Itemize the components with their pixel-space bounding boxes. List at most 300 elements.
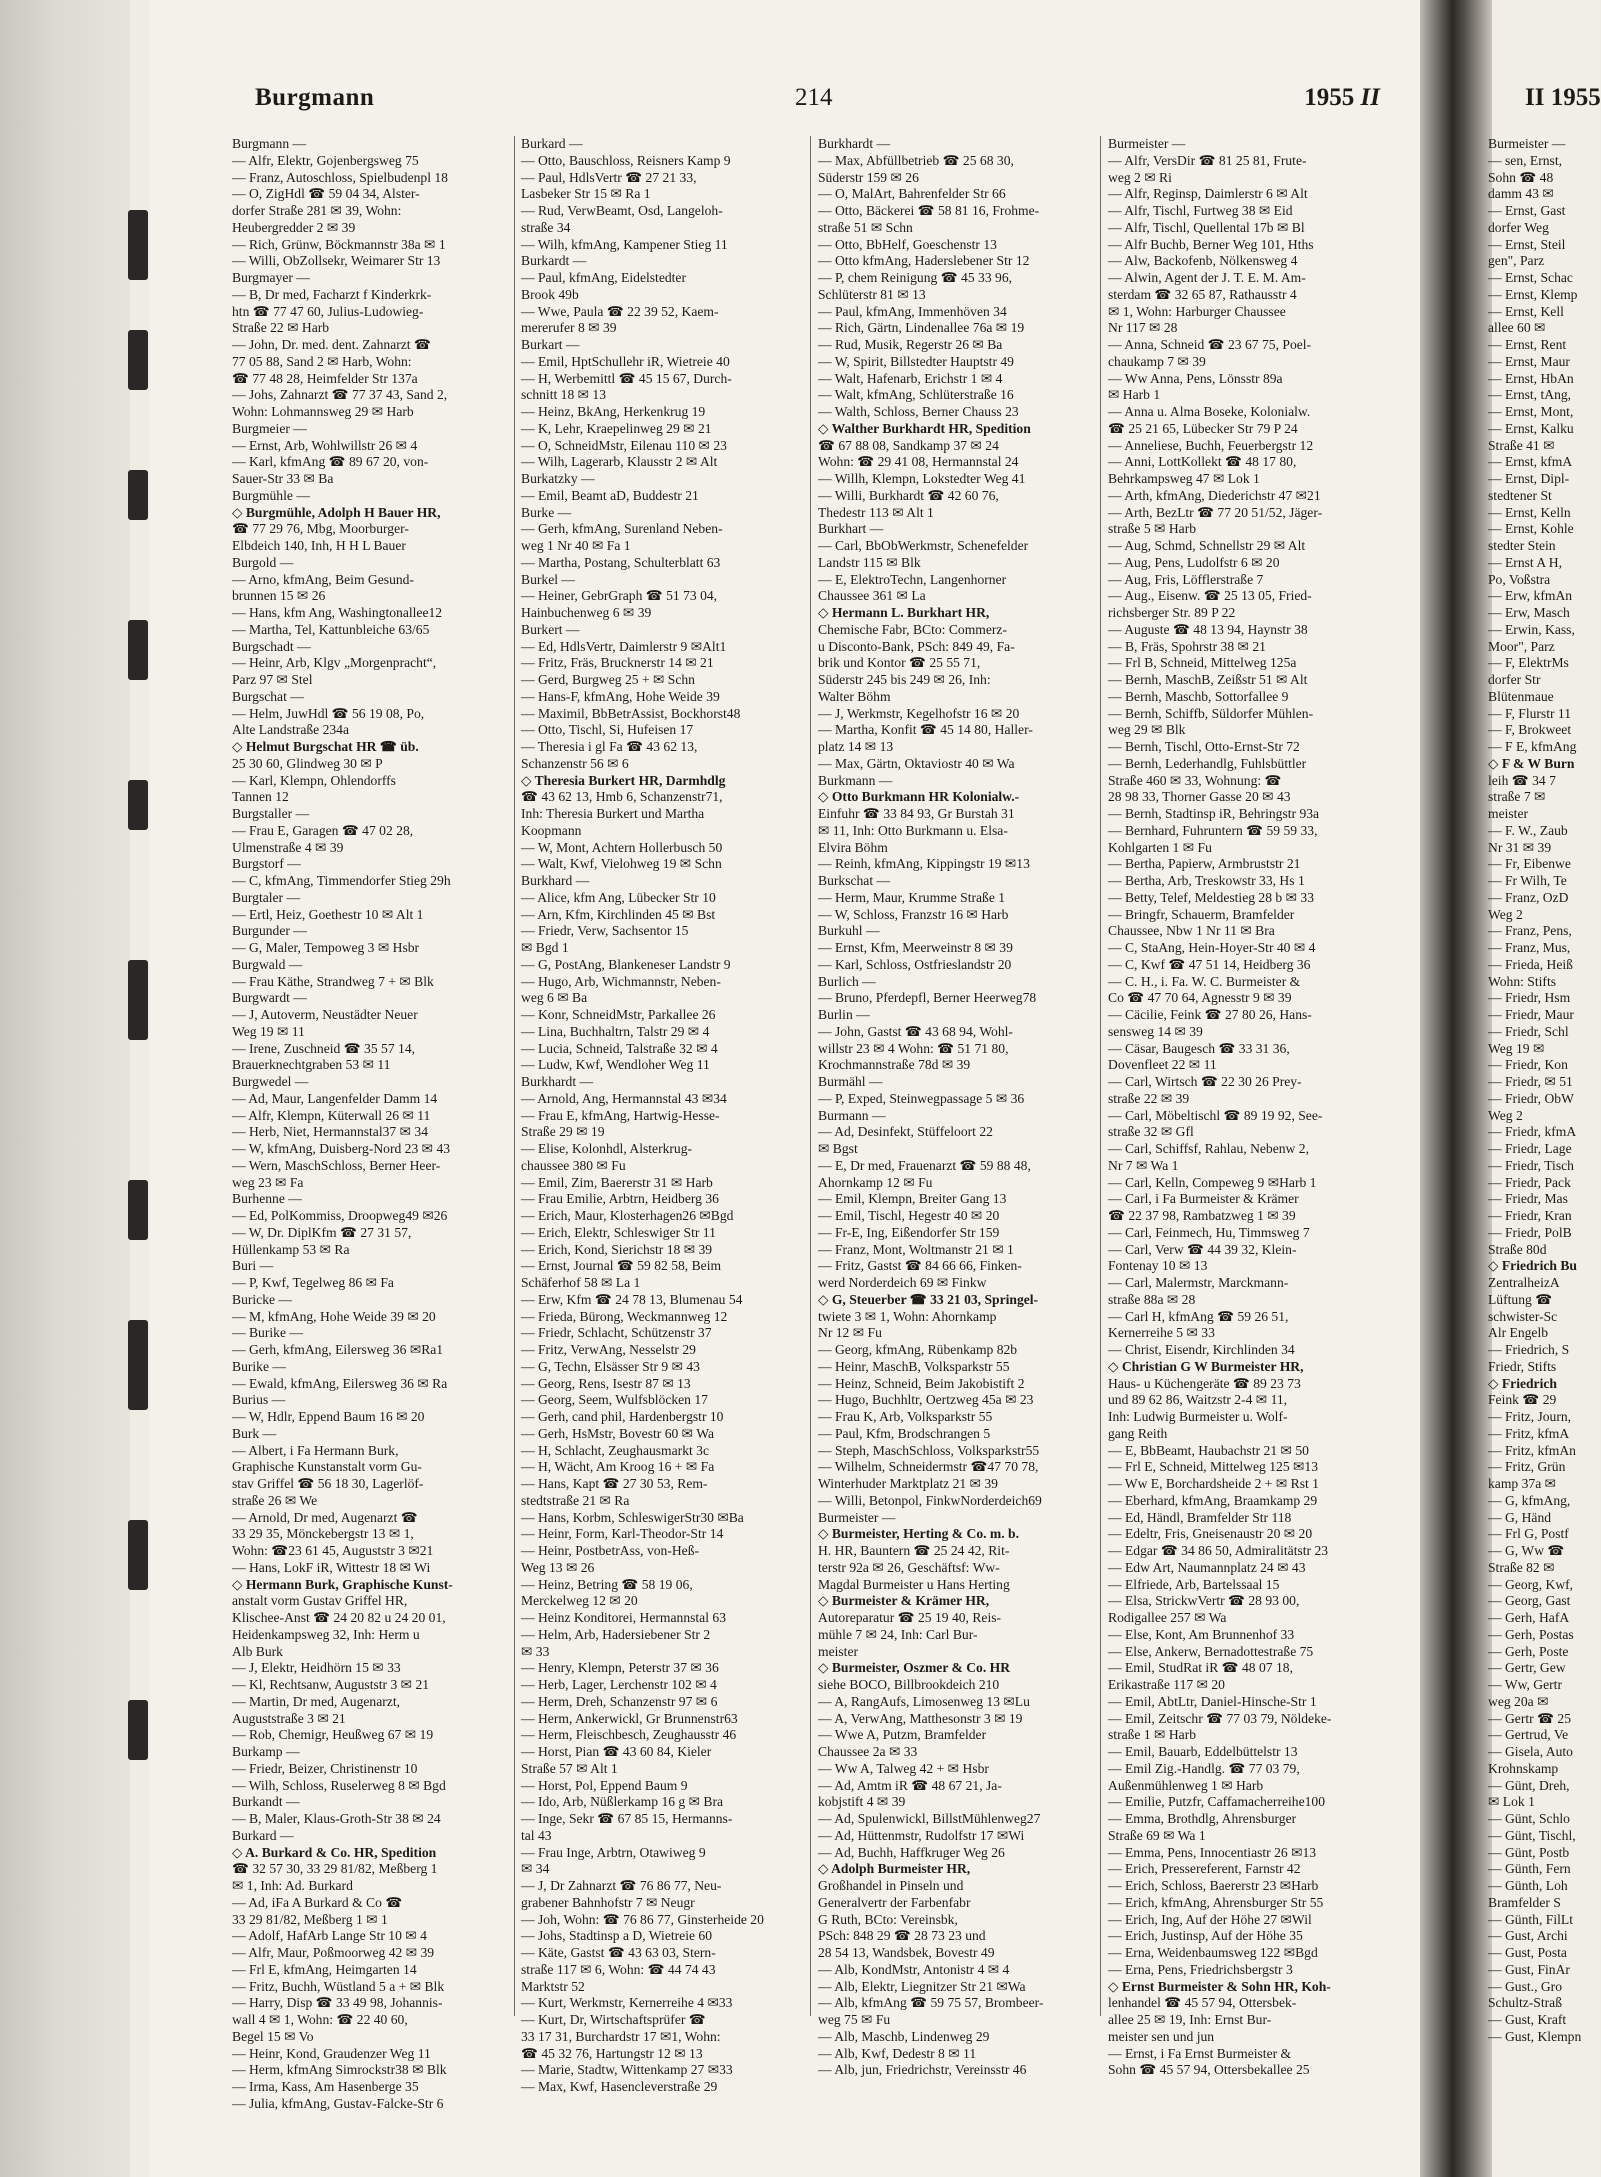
directory-column-4 (1108, 136, 1373, 2078)
directory-entry: — O, SchneidMstr, Eilenau 110 ✉ 23 (521, 437, 727, 453)
next-page-entry: — Ernst, Kell (1488, 303, 1564, 319)
directory-entry: Burkhardt — (818, 136, 891, 151)
next-page-entry: Po, Voßstra (1488, 571, 1551, 587)
directory-entry: — Betty, Telef, Meldestieg 28 b ✉ 33 (1108, 889, 1315, 905)
directory-entry: htn ☎ 77 47 60, Julius-Ludowieg- (232, 303, 424, 319)
next-page-entry: — G, kfmAng, (1488, 1492, 1571, 1508)
directory-entry: Burkhart — (818, 521, 884, 537)
directory-entry: weg 23 ✉ Fa (232, 1174, 304, 1190)
thumb-index-mark (128, 210, 148, 280)
directory-entry: weg 2 ✉ Ri (1108, 169, 1172, 185)
directory-entry: — Johs, Stadtinsp a D, Wietreie 60 (521, 1928, 713, 1944)
directory-entry: — Irma, Kass, Am Hasenberge 35 (232, 2079, 419, 2094)
directory-entry: — Emma, Pens, Innocentiastr 26 ✉13 (1108, 1844, 1317, 1860)
directory-entry: 77 05 88, Sand 2 ✉ Harb, Wohn: (232, 353, 412, 369)
directory-entry: Burgunder — (232, 923, 307, 939)
directory-entry: — P, chem Reinigung ☎ 45 33 96, (818, 270, 1013, 285)
directory-entry: — Alb, Kwf, Dedestr 8 ✉ 11 (818, 2045, 977, 2061)
directory-entry: tal 43 (521, 1827, 552, 1843)
next-page-entry: — Friedr, Kran (1488, 1208, 1572, 1223)
directory-entry: — Paul, kfmAng, Immenhöven 34 (818, 303, 1007, 319)
directory-entry: ☎ 43 62 13, Hmb 6, Schanzenstr71, (521, 789, 723, 805)
directory-entry: — Albert, i Fa Hermann Burk, (232, 1442, 399, 1458)
directory-entry: ☎ 45 32 76, Hartungstr 12 ✉ 13 (521, 2045, 703, 2061)
next-page-entry: — Günt, Dreh, (1488, 1777, 1570, 1793)
directory-entry: — W, kfmAng, Duisberg-Nord 23 ✉ 43 (232, 1141, 451, 1156)
next-page-entry: — Ernst, kfmA (1488, 454, 1573, 470)
directory-entry: — Walt, Hafenarb, Erichstr 1 ✉ 4 (818, 370, 1003, 386)
directory-entry: — Gerh, HsMstr, Bovestr 60 ✉ Wa (521, 1425, 714, 1441)
directory-entry: 28 98 33, Thorner Gasse 20 ✉ 43 (1108, 789, 1291, 805)
next-page-entry: — Ernst, Maur (1488, 353, 1570, 369)
directory-entry: weg 75 ✉ Fu (818, 2012, 891, 2027)
directory-entry: — Bruno, Pferdepfl, Berner Heerweg78 (818, 990, 1037, 1006)
directory-entry: — E, Dr med, Frauenarzt ☎ 59 88 48, (818, 1157, 1031, 1173)
directory-entry: — Alb, jun, Friedrichstr, Vereinsstr 46 (818, 2062, 1027, 2078)
directory-entry: und 89 62 86, Waitzstr 2-4 ✉ 11, (1108, 1392, 1288, 1408)
directory-entry: — Gerh, kfmAng, Eilersweg 36 ✉Ra1 (232, 1342, 444, 1357)
directory-entry: Walter Böhm (818, 688, 891, 704)
next-page-column (1488, 136, 1600, 2044)
directory-entry: — Alfr, Tischl, Furtweg 38 ✉ Eid (1108, 203, 1293, 218)
directory-entry: — Frau Inge, Arbtrn, Otawiweg 9 (521, 1844, 706, 1860)
next-page-entry: stedtener St (1488, 487, 1552, 503)
directory-entry: — Max, Gärtn, Oktaviostr 40 ✉ Wa (818, 755, 1015, 771)
directory-entry: — Bernh, Stadtinsp iR, Behringstr 93a (1108, 806, 1320, 821)
directory-entry: Straße 69 ✉ Wa 1 (1108, 1827, 1206, 1843)
directory-entry: — Ernst, Arb, Wohlwillstr 26 ✉ 4 (232, 437, 418, 453)
directory-entry: Burlich — (818, 973, 876, 989)
directory-entry: platz 14 ✉ 13 (818, 739, 894, 754)
directory-entry: — C. H., i. Fa. W. C. Burmeister & (1108, 973, 1301, 989)
directory-entry: ☎ 77 29 76, Mbg, Moorburger- (232, 521, 409, 537)
directory-entry: — Ewald, kfmAng, Eilersweg 36 ✉ Ra (232, 1375, 448, 1391)
directory-entry: — E, ElektroTechn, Langenhorner (818, 571, 1007, 587)
next-page-entry: — Friedr, Maur (1488, 1007, 1574, 1022)
directory-entry: — J, Werkmstr, Kegelhofstr 16 ✉ 20 (818, 705, 1020, 721)
directory-entry: — Willi, Burkhardt ☎ 42 60 76, (818, 487, 999, 503)
directory-entry: — Edeltr, Fris, Gneisenaustr 20 ✉ 20 (1108, 1526, 1313, 1542)
directory-entry: Straße 22 ✉ Harb (232, 320, 330, 336)
directory-entry: — Ww Anna, Pens, Lönsstr 89a (1108, 370, 1283, 386)
directory-entry: — Alb, kfmAng ☎ 59 75 57, Brombeer- (818, 1995, 1044, 2011)
directory-entry: Chaussee 361 ✉ La (818, 588, 926, 604)
directory-entry: — E, BbBeamt, Haubachstr 21 ✉ 50 (1108, 1442, 1309, 1458)
directory-entry: — Reinh, kfmAng, Kippingstr 19 ✉13 (818, 856, 1030, 872)
directory-entry: — Heinz Konditorei, Hermannstal 63 (521, 1610, 726, 1625)
directory-entry: Straße 29 ✉ 19 (521, 1124, 605, 1140)
directory-entry: — Erich, Pressereferent, Farnstr 42 (1108, 1861, 1301, 1877)
directory-entry: ◇ Theresia Burkert HR, Darmhdlg (521, 772, 726, 788)
directory-entry: — Anneliese, Buchh, Feuerbergstr 12 (1108, 437, 1314, 453)
directory-entry: Brook 49b (521, 286, 579, 302)
directory-entry: — Konr, SchneidMstr, Parkallee 26 (521, 1007, 716, 1022)
directory-entry: — Anna u. Alma Boseke, Kolonialw. (1108, 404, 1311, 419)
next-page-entry: — Fritz, Journ, (1488, 1409, 1572, 1424)
next-page-entry: — Gertrud, Ve (1488, 1727, 1569, 1743)
next-page-entry: — Friedr, ObW (1488, 1090, 1574, 1106)
next-page-entry: Krohnskamp (1488, 1760, 1559, 1776)
directory-entry: — Steph, MaschSchloss, Volksparkstr55 (818, 1442, 1040, 1458)
directory-entry: — Aug, Schmd, Schnellstr 29 ✉ Alt (1108, 538, 1306, 553)
next-page-entry: — G, Ww ☎ (1488, 1543, 1565, 1558)
directory-entry: — Karl, Schloss, Ostfrieslandstr 20 (818, 956, 1012, 972)
directory-entry: Burgwardt — (232, 990, 307, 1006)
next-page-entry: kamp 37a ✉ (1488, 1476, 1557, 1491)
directory-entry: werd Norderdeich 69 ✉ Finkw (818, 1275, 987, 1290)
next-page-entry: schwister-Sc (1488, 1308, 1558, 1324)
directory-entry: — Carl, Verw ☎ 44 39 32, Klein- (1108, 1241, 1297, 1257)
directory-entry: Autoreparatur ☎ 25 19 40, Reis- (818, 1610, 1002, 1625)
directory-entry: — Friedr, Beizer, Christinenstr 10 (232, 1760, 418, 1776)
directory-entry: — Alfr Buchb, Berner Weg 101, Hths (1108, 236, 1314, 252)
directory-entry: — K, Lehr, Kraepelinweg 29 ✉ 21 (521, 420, 712, 436)
next-page-entry: — Erw, kfmAn (1488, 588, 1573, 604)
directory-entry: — Herb, Niet, Hermannstal37 ✉ 34 (232, 1124, 428, 1140)
directory-entry: — Martha, Tel, Kattunbleiche 63/65 (232, 621, 430, 637)
directory-entry: — Paul, Kfm, Brodschrangen 5 (818, 1425, 991, 1441)
next-page-entry: — Gerh, HafA (1488, 1610, 1570, 1625)
directory-entry: — Helm, JuwHdl ☎ 56 19 08, Po, (232, 705, 425, 721)
next-page-entry: — Ernst, Kohle (1488, 521, 1574, 537)
thumb-index-mark (128, 1700, 148, 1760)
next-page-entry: Weg 2 (1488, 906, 1523, 922)
directory-entry: Burkschat — (818, 873, 891, 888)
next-page-entry: — Friedr, PolB (1488, 1224, 1572, 1240)
directory-entry: ✉ 33 (521, 1643, 550, 1659)
directory-entry: anstalt vorm Gustav Griffel HR, (232, 1593, 408, 1609)
directory-entry: Burike — (232, 1358, 286, 1374)
directory-entry: — Aug., Eisenw. ☎ 25 13 05, Fried- (1108, 588, 1312, 604)
directory-entry: — Bernh, Tischl, Otto-Ernst-Str 72 (1108, 739, 1300, 754)
directory-entry: — Anna, Schneid ☎ 23 67 75, Poel- (1108, 337, 1312, 352)
directory-entry: — Wwe A, Putzm, Bramfelder (818, 1727, 987, 1743)
directory-entry: — Emil Zig.-Handlg. ☎ 77 03 79, (1108, 1760, 1300, 1776)
directory-entry: — Else, Kont, Am Brunnenhof 33 (1108, 1626, 1295, 1642)
column-divider (1100, 136, 1101, 2016)
column-divider (514, 136, 515, 2016)
directory-entry: 25 30 60, Glindweg 30 ✉ P (232, 755, 383, 771)
directory-entry: — Bernh, Schiffb, Süldorfer Mühlen- (1108, 705, 1314, 721)
directory-entry: — Friedr, Schlacht, Schützenstr 37 (521, 1325, 712, 1341)
directory-entry: 33 17 31, Burchardstr 17 ✉1, Wohn: (521, 2028, 721, 2044)
directory-entry: — Heinr, Arb, Klgv „Morgenpracht“, (232, 655, 437, 671)
directory-entry: Burgmeier — (232, 420, 307, 436)
next-page-entry: — Ernst, Klemp (1488, 286, 1578, 302)
directory-entry: Landstr 115 ✉ Blk (818, 554, 921, 570)
directory-entry: — Frieda, Bürong, Weckmannweg 12 (521, 1308, 728, 1324)
directory-entry: — Otto, Tischl, Si, Hufeisen 17 (521, 722, 694, 738)
directory-entry: 33 29 81/82, Meßberg 1 ✉ 1 (232, 1911, 388, 1927)
directory-entry: Buri — (232, 1258, 274, 1274)
directory-entry: — Kl, Rechtsanw, Auguststr 3 ✉ 21 (232, 1677, 430, 1692)
directory-entry: — H, Schlacht, Zeughausmarkt 3c (521, 1442, 709, 1458)
directory-entry: — Fritz, VerwAng, Nesselstr 29 (521, 1342, 696, 1357)
directory-entry: — Max, Abfüllbetrieb ☎ 25 68 30, (818, 152, 1014, 168)
directory-entry: — Paul, kfmAng, Eidelstedter (521, 270, 686, 285)
directory-entry: — Otto, Bauschloss, Reisners Kamp 9 (521, 152, 731, 168)
next-page-entry: — Ernst, Kalku (1488, 420, 1574, 436)
next-page-header: II 1955 (1525, 84, 1601, 111)
directory-entry: Elbdeich 140, Inh, H H L Bauer (232, 538, 406, 553)
directory-entry: — Alice, kfm Ang, Lübecker Str 10 (521, 889, 716, 905)
directory-entry: — Alfr, VersDir ☎ 81 25 81, Frute- (1108, 152, 1307, 168)
next-page-entry: — Fr Wilh, Te (1488, 873, 1567, 888)
next-page-entry: leih ☎ 34 7 (1488, 772, 1556, 788)
directory-entry: — Alb, Maschb, Lindenweg 29 (818, 2028, 990, 2044)
directory-entry: — Frau Käthe, Strandweg 7 + ✉ Blk (232, 973, 434, 989)
directory-entry: H. HR, Bauntern ☎ 25 24 42, Rit- (818, 1543, 1010, 1558)
next-page-entry: — Ernst A H, (1488, 554, 1563, 570)
directory-entry: richsberger Str. 89 P 22 (1108, 605, 1236, 620)
directory-entry: weg 1 Nr 40 ✉ Fa 1 (521, 538, 631, 553)
directory-entry: Magdal Burmeister u Hans Herting (818, 1576, 1010, 1592)
next-page-entry: — Georg, Kwf, (1488, 1576, 1574, 1592)
directory-entry: — Anni, LottKollekt ☎ 48 17 80, (1108, 454, 1297, 470)
directory-entry: ◇ Burgmühle, Adolph H Bauer HR, (232, 504, 441, 520)
directory-entry: Nr 117 ✉ 28 (1108, 320, 1178, 336)
directory-entry: — Ad, Hüttenmstr, Rudolfstr 17 ✉Wi (818, 1827, 1025, 1843)
next-page-entry: — Franz, OzD (1488, 889, 1569, 905)
directory-entry: — Walt, kfmAng, Schlüterstraße 16 (818, 387, 1014, 403)
directory-entry: — B, Fräs, Spohrstr 38 ✉ 21 (1108, 638, 1266, 654)
directory-entry: — Ernst, i Fa Ernst Burmeister & (1108, 2045, 1292, 2061)
directory-entry: — Friedr, Verw, Sachsentor 15 (521, 923, 689, 939)
directory-entry: — Wilh, Schloss, Ruselerweg 8 ✉ Bgd (232, 1777, 446, 1793)
next-page-entry: — Erw, Masch (1488, 605, 1570, 620)
directory-entry: Straße 57 ✉ Alt 1 (521, 1760, 618, 1776)
directory-entry: — Paul, HdlsVertr ☎ 27 21 33, (521, 169, 697, 185)
directory-entry: ☎ 67 88 08, Sandkamp 37 ✉ 24 (818, 437, 999, 453)
directory-entry: Weg 13 ✉ 26 (521, 1559, 595, 1575)
directory-entry: — Gerh, kfmAng, Surenland Neben- (521, 521, 723, 537)
directory-entry: — Frau Emilie, Arbtrn, Heidberg 36 (521, 1191, 719, 1207)
directory-entry: G Ruth, BCto: Vereinsbk, (818, 1911, 958, 1927)
directory-entry: — Aug, Pens, Ludolfstr 6 ✉ 20 (1108, 554, 1280, 570)
next-page-entry: — Gertr, Gew (1488, 1660, 1566, 1676)
next-page-entry: — Günth, Fern (1488, 1861, 1571, 1877)
next-page-entry: — Frieda, Heiß (1488, 956, 1573, 972)
directory-entry: — Carl, Wirtsch ☎ 22 30 26 Prey- (1108, 1074, 1302, 1089)
directory-entry: straße 51 ✉ Schn (818, 219, 913, 235)
directory-entry: Burkmann — (818, 772, 893, 788)
directory-entry: — Frau E, kfmAng, Hartwig-Hesse- (521, 1107, 720, 1123)
directory-entry: — Erich, Ing, Auf der Höhe 27 ✉Wil (1108, 1911, 1312, 1927)
directory-entry: — Emil, Klempn, Breiter Gang 13 (818, 1191, 1007, 1207)
next-page-entry: Straße 82 ✉ (1488, 1559, 1555, 1575)
next-page-entry: dorfer Str (1488, 672, 1541, 687)
directory-entry: straße 34 (521, 219, 571, 235)
directory-entry: — Horst, Pol, Eppend Baum 9 (521, 1777, 688, 1793)
directory-entry: — Heinr, PostbetrAss, von-Heß- (521, 1543, 700, 1558)
directory-entry: — Hans, kfm Ang, Washingtonallee12 (232, 605, 443, 620)
directory-entry: — Bernh, Lederhandlg, Fuhlsbüttler (1108, 755, 1307, 771)
next-page-entry: — G, Händ (1488, 1509, 1552, 1525)
directory-entry: — Edgar ☎ 34 86 50, Admiralitätstr 23 (1108, 1543, 1329, 1558)
directory-entry: schnitt 18 ✉ 13 (521, 387, 607, 403)
directory-entry: Burmeister — (1108, 136, 1186, 151)
directory-entry: — Wilh, kfmAng, Kampener Stieg 11 (521, 236, 728, 252)
directory-entry: Burkamp — (232, 1744, 300, 1759)
directory-entry: ☎ 22 37 98, Rambatzweg 1 ✉ 39 (1108, 1208, 1296, 1223)
next-page-entry: — Ernst, HbAn (1488, 370, 1574, 386)
next-page-entry: — Gisela, Auto (1488, 1744, 1573, 1759)
next-page-entry: Weg 19 ✉ (1488, 1040, 1545, 1056)
next-page-entry: — Ernst, Rent (1488, 337, 1567, 352)
directory-entry: — Edw Art, Naumannplatz 24 ✉ 43 (1108, 1559, 1306, 1575)
directory-entry: — Georg, Seem, Wulfsblöcken 17 (521, 1392, 708, 1408)
directory-entry: Kernerreihe 5 ✉ 33 (1108, 1325, 1215, 1341)
directory-entry: Nr 12 ✉ Fu (818, 1325, 882, 1341)
next-page-entry: — Erwin, Kass, (1488, 621, 1575, 637)
directory-entry: ◇ A. Burkard & Co. HR, Spedition (232, 1844, 437, 1860)
directory-entry: — C, StaAng, Hein-Hoyer-Str 40 ✉ 4 (1108, 940, 1316, 955)
directory-entry: Chaussee 2a ✉ 33 (818, 1744, 918, 1759)
directory-entry: — Maximil, BbBetrAssist, Bockhorst48 (521, 705, 741, 721)
directory-entry: — Herm, kfmAng Simrockstr38 ✉ Blk (232, 2062, 447, 2078)
next-page-entry: Bramfelder S (1488, 1894, 1561, 1910)
directory-entry: lenhandel ☎ 45 57 94, Ottersbek- (1108, 1995, 1297, 2011)
directory-entry: — Kurt, Dr, Wirtschaftsprüfer ☎ (521, 2012, 706, 2027)
directory-entry: straße 32 ✉ Gfl (1108, 1124, 1194, 1140)
next-page-entry: — Fr, Eibenwe (1488, 856, 1571, 872)
directory-entry: brunnen 15 ✉ 26 (232, 588, 326, 604)
directory-entry: — Alfr, Maur, Poßmoorweg 42 ✉ 39 (232, 1945, 435, 1960)
directory-entry: — Alwin, Agent der J. T. E. M. Am- (1108, 270, 1306, 285)
next-page-entry: stedter Stein (1488, 538, 1556, 553)
directory-entry: sensweg 14 ✉ 39 (1108, 1023, 1203, 1039)
directory-entry: — Emil, Zeitschr ☎ 77 03 79, Nöldeke- (1108, 1710, 1332, 1726)
next-page-entry: — Friedr, Pack (1488, 1174, 1571, 1190)
directory-entry: — Ww E, Borchardsheide 2 + ✉ Rst 1 (1108, 1476, 1319, 1491)
directory-entry: Wohn: ☎23 61 45, Auguststr 3 ✉21 (232, 1543, 434, 1558)
next-page-entry: — Friedr, Hsm (1488, 990, 1571, 1006)
next-page-entry: Weg 2 (1488, 1107, 1523, 1123)
directory-entry: Fontenay 10 ✉ 13 (1108, 1258, 1208, 1274)
directory-entry: — Rud, VerwBeamt, Osd, Langeloh- (521, 203, 723, 218)
next-page-entry: allee 60 ✉ (1488, 320, 1546, 336)
next-page-entry: weg 20a ✉ (1488, 1693, 1549, 1709)
directory-entry: Behrkampsweg 47 ✉ Lok 1 (1108, 471, 1260, 486)
thumb-index-mark (128, 1520, 148, 1590)
directory-entry: Burlin — (818, 1007, 870, 1022)
directory-entry: Burgwald — (232, 956, 303, 972)
left-page-gutter (0, 0, 130, 2177)
directory-entry: — Frau E, Garagen ☎ 47 02 28, (232, 822, 414, 838)
directory-entry: — M, kfmAng, Hohe Weide 39 ✉ 20 (232, 1308, 436, 1324)
directory-entry: — Käte, Gastst ☎ 43 63 03, Stern- (521, 1945, 716, 1960)
directory-entry: — Herm, Fleischbesch, Zeughausstr 46 (521, 1727, 737, 1743)
thumb-index-mark (128, 470, 148, 520)
directory-entry: — Carl, Feinmech, Hu, Timmsweg 7 (1108, 1224, 1310, 1240)
directory-entry: — Ad, Spulenwickl, BillstMühlenweg27 (818, 1811, 1041, 1826)
next-page-entry: Schultz-Straß (1488, 1995, 1562, 2011)
directory-entry: Kohlgarten 1 ✉ Fu (1108, 839, 1212, 855)
directory-entry: Parz 97 ✉ Stel (232, 672, 313, 687)
directory-entry: — Karl, Klempn, Ohlendorffs (232, 772, 396, 788)
directory-entry: Hüllenkamp 53 ✉ Ra (232, 1241, 350, 1257)
directory-entry: — Alfr, Reginsp, Daimlerstr 6 ✉ Alt (1108, 186, 1308, 202)
directory-entry: — Erna, Weidenbaumsweg 122 ✉Bgd (1108, 1945, 1318, 1960)
next-page-entry: — Günt, Schlo (1488, 1811, 1570, 1826)
directory-entry: — Max, Kwf, Hasencleverstraße 29 (521, 2079, 718, 2094)
directory-entry: — Frl E, Schneid, Mittelweg 125 ✉13 (1108, 1459, 1318, 1475)
directory-entry: — Alfr, Elektr, Gojenbergsweg 75 (232, 152, 419, 168)
directory-entry: — Aug, Fris, Löfflerstraße 7 (1108, 571, 1264, 587)
directory-entry: Burgtaler — (232, 889, 301, 905)
next-page-entry: — Gust, Posta (1488, 1945, 1567, 1960)
directory-entry: Burgmühle — (232, 487, 310, 503)
directory-entry: — Eberhard, kfmAng, Braamkamp 29 (1108, 1492, 1318, 1508)
directory-entry: — Theresia i gl Fa ☎ 43 62 13, (521, 739, 698, 754)
page-header (255, 84, 1380, 122)
next-page-entry: — Friedr, kfmA (1488, 1124, 1577, 1140)
directory-entry: — Hans-F, kfmAng, Hohe Weide 39 (521, 688, 720, 704)
running-head: Burgmann (255, 84, 375, 111)
directory-entry: ✉ 34 (521, 1861, 550, 1877)
next-page-entry: — Ernst, Kelln (1488, 504, 1571, 520)
directory-entry: — Emilie, Putzfr, Caffamacherreihe100 (1108, 1794, 1326, 1810)
directory-entry: Burgschadt — (232, 638, 311, 654)
directory-entry: — Otto, BbHelf, Goeschenstr 13 (818, 236, 997, 252)
directory-entry: — P, Exped, Steinwegpassage 5 ✉ 36 (818, 1090, 1025, 1106)
directory-entry: ◇ G, Steuerber ☎ 33 21 03, Springel- (818, 1291, 1039, 1307)
directory-entry: ◇ Burmeister & Krämer HR, (818, 1593, 990, 1609)
directory-entry: Straße 460 ✉ 33, Wohnung: ☎ (1108, 772, 1282, 788)
directory-entry: — Christ, Eisendr, Kirchlinden 34 (1108, 1342, 1295, 1357)
directory-column-2 (521, 136, 786, 2094)
edition-volume: II (1360, 84, 1380, 111)
directory-entry: — Joh, Wohn: ☎ 76 86 77, Ginsterheide 20 (521, 1911, 764, 1927)
directory-entry: — O, MalArt, Bahrenfelder Str 66 (818, 186, 1006, 202)
directory-entry: — Martha, Postang, Schulterblatt 63 (521, 554, 721, 570)
directory-entry: — Emil, Tischl, Hegestr 40 ✉ 20 (818, 1208, 1000, 1223)
directory-entry: — Ludw, Kwf, Wendloher Weg 11 (521, 1057, 710, 1073)
directory-entry: — Herm, Ankerwickl, Gr Brunnenstr63 (521, 1710, 738, 1726)
directory-entry: — Erich, Schloss, Baererstr 23 ✉Harb (1108, 1878, 1319, 1893)
directory-entry: ✉ Bgd 1 (521, 940, 569, 955)
directory-entry: Lasbeker Str 15 ✉ Ra 1 (521, 186, 651, 202)
directory-entry: ◇ Helmut Burgschat HR ☎ üb. (232, 739, 419, 754)
directory-entry: — Alb, Elektr, Liegnitzer Str 21 ✉Wa (818, 1978, 1026, 1994)
directory-entry: — W, Spirit, Billstedter Hauptstr 49 (818, 353, 1014, 369)
directory-column-1 (232, 136, 497, 2111)
directory-entry: terstr 92a ✉ 26, Geschäftsf: Ww- (818, 1559, 1000, 1575)
next-page-entry: — Friedr, Kon (1488, 1057, 1568, 1073)
directory-entry: — Fritz, Buchh, Wüstland 5 a + ✉ Blk (232, 1978, 445, 1994)
directory-entry: weg 6 ✉ Ba (521, 990, 588, 1006)
directory-entry: — G, Maler, Tempoweg 3 ✉ Hsbr (232, 940, 420, 955)
directory-entry: — Fr-E, Ing, Eißendorfer Str 159 (818, 1224, 1000, 1240)
directory-entry: Großhandel in Pinseln und (818, 1878, 964, 1893)
directory-entry: Burgstorf — (232, 856, 301, 872)
directory-entry: Wohn: ☎ 29 41 08, Hermannstal 24 (818, 454, 1019, 470)
directory-entry: — J, Dr Zahnarzt ☎ 76 86 77, Neu- (521, 1878, 722, 1893)
directory-entry: — H, Werbemittl ☎ 45 15 67, Durch- (521, 370, 732, 386)
directory-entry: Chaussee, Nbw 1 Nr 11 ✉ Bra (1108, 923, 1275, 939)
directory-entry: — Bringfr, Schauerm, Bramfelder (1108, 906, 1295, 922)
next-page-entry: — Ernst, Gast (1488, 203, 1566, 218)
directory-entry: Erikastraße 117 ✉ 20 (1108, 1677, 1225, 1692)
directory-entry: — Wilhelm, Schneidermstr ☎47 70 78, (818, 1459, 1039, 1475)
directory-entry: — Ernst, Journal ☎ 59 82 58, Beim (521, 1258, 722, 1274)
next-page-entry: — Ernst, tAng, (1488, 387, 1572, 403)
directory-entry: Burgold — (232, 554, 294, 570)
directory-entry: — B, Dr med, Facharzt f Kinderkrk- (232, 286, 432, 302)
directory-entry: — Helm, Arb, Hadersiebener Str 2 (521, 1626, 711, 1642)
directory-entry: straße 5 ✉ Harb (1108, 521, 1197, 537)
directory-entry: willstr 23 ✉ 4 Wohn: ☎ 51 71 80, (818, 1040, 1009, 1056)
